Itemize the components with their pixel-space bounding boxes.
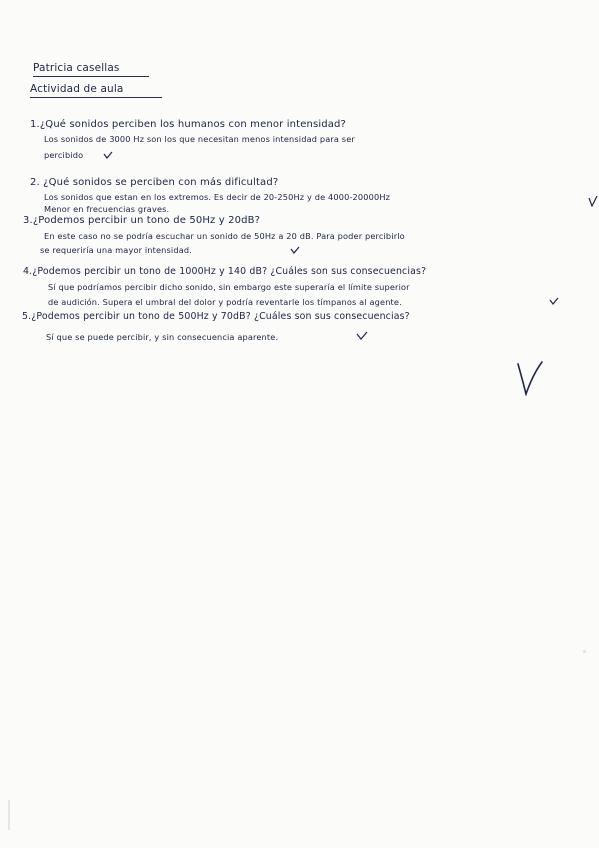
title-underline [30, 97, 162, 98]
page-edge-mark [8, 800, 10, 830]
check-mark-icon [549, 297, 559, 305]
question-1: 1.¿Qué sonidos perciben los humanos con menor intensidad? [30, 119, 347, 130]
page-edge-mark [583, 650, 586, 653]
student-name: Patricia casellas [33, 62, 120, 74]
answer-3-line-2: se requeriría una mayor intensidad. [40, 245, 192, 255]
question-5: 5.¿Podemos percibir un tono de 500Hz y 70dB? ¿Cuáles son sus consecuencias? [22, 311, 410, 322]
check-mark-icon [588, 195, 598, 207]
name-underline [33, 76, 149, 77]
check-mark-icon [103, 151, 113, 159]
answer-5-line-1: Sí que se puede percibir, y sin consecuencia aparente. [46, 332, 279, 342]
answer-4-line-1: Sí que podríamos percibir dicho sonido, sin embargo este superaría el límite superior [48, 282, 410, 292]
answer-3-line-1: En este caso no se podría escuchar un sonido de 50Hz a 20 dB. Para poder percibirlo [44, 231, 405, 241]
activity-title: Actividad de aula [30, 83, 124, 95]
question-4: 4.¿Podemos percibir un tono de 1000Hz y 140 dB? ¿Cuáles son sus consecuencias? [23, 266, 427, 277]
answer-4-line-2: de audición. Supera el umbral del dolor y podría reventarle los tímpanos al agente. [48, 297, 402, 307]
check-mark-icon [356, 331, 368, 340]
question-2: 2. ¿Qué sonidos se perciben con más dificultad? [30, 177, 279, 188]
grade-check-mark-icon [515, 360, 545, 396]
answer-2-line-2: Menor en frecuencias graves. [44, 204, 170, 214]
answer-2-line-1: Los sonidos que estan en los extremos. Es decir de 20-250Hz y de 4000-20000Hz [44, 192, 391, 202]
question-3: 3.¿Podemos percibir un tono de 50Hz y 20dB? [23, 215, 261, 226]
answer-1-line-2: percibido [44, 150, 84, 160]
check-mark-icon [290, 246, 300, 254]
answer-1-line-1: Los sonidos de 3000 Hz son los que necesitan menos intensidad para ser [44, 134, 355, 144]
